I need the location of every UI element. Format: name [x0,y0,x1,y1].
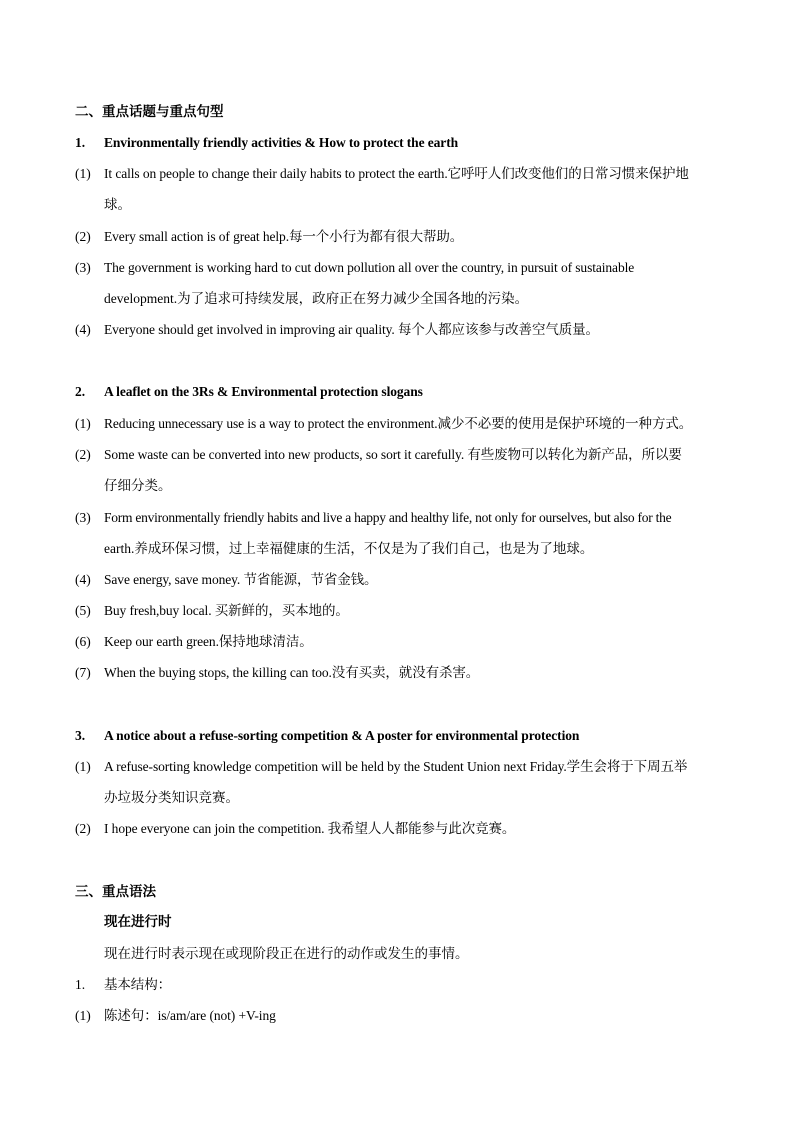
item-text: Buy fresh,buy local. 买新鲜的，买本地的。 [104,603,349,618]
item-text: Some waste can be converted into new products, so sort it carefully. 有些废物可以转化为新产品，所以要 [104,447,682,462]
item-number: (7) [75,665,91,680]
form-number: (1) [75,1008,91,1023]
item-text: I hope everyone can join the competition. 我希望人人都能参与此次竞赛。 [104,821,516,836]
section-heading: 三、重点语法 [75,884,156,899]
item-number: (2) [75,229,91,244]
item-number: (1) [75,416,91,431]
item-text: Keep our earth green.保持地球清洁。 [104,634,313,649]
topic-title: Environmentally friendly activities & How to protect the earth [104,135,458,150]
item-text-continued: 球。 [104,197,131,212]
item-text: Every small action is of great help.每一个小行为都有很大帮助。 [104,229,464,244]
item-text-continued: 办垃圾分类知识竞赛。 [104,790,239,805]
item-number: (1) [75,166,91,181]
item-number: (2) [75,447,91,462]
item-text: When the buying stops, the killing can too.没有买卖，就没有杀害。 [104,665,480,680]
structure-number: 1. [75,977,86,992]
item-text-continued: development.为了追求可持续发展，政府正在努力减少全国各地的污染。 [104,291,529,306]
topic-title: A leaflet on the 3Rs & Environmental protection slogans [104,384,423,399]
item-number: (2) [75,821,91,836]
topic-number: 2. [75,384,86,399]
form-text: 陈述句：is/am/are (not) +V-ing [104,1008,276,1023]
item-text-continued: 仔细分类。 [104,478,172,493]
topic-number: 3. [75,728,86,743]
item-number: (1) [75,759,91,774]
item-text: Reducing unnecessary use is a way to protect the environment.减少不必要的使用是保护环境的一种方式。 [104,416,693,431]
item-text: Everyone should get involved in improving air quality. 每个人都应该参与改善空气质量。 [104,322,599,337]
item-number: (4) [75,322,91,337]
item-text: A refuse-sorting knowledge competition will be held by the Student Union next Friday.学生会将于下周五举 [104,759,688,774]
topic-title: A notice about a refuse-sorting competition & A poster for environmental protection [104,728,580,743]
item-text-continued: earth.养成环保习惯，过上幸福健康的生活，不仅是为了我们自己，也是为了地球。 [104,541,594,556]
item-number: (5) [75,603,91,618]
item-text: It calls on people to change their daily habits to protect the earth.它呼吁人们改变他们的日常习惯来保护地 [104,166,689,181]
item-number: (3) [75,510,91,525]
structure-label: 基本结构： [104,977,171,992]
item-text: Save energy, save money. 节省能源，节省金钱。 [104,572,378,587]
topic-number: 1. [75,135,86,150]
item-number: (3) [75,260,91,275]
item-number: (4) [75,572,91,587]
item-number: (6) [75,634,91,649]
grammar-definition: 现在进行时表示现在或现阶段正在进行的动作或发生的事情。 [104,946,469,961]
item-text: The government is working hard to cut down pollution all over the country, in pursuit of sustainable [104,260,635,275]
item-text: Form environmentally friendly habits and live a happy and healthy life, not only for ourselves, but also for the [104,510,672,525]
grammar-subheading: 现在进行时 [104,914,172,929]
section-heading: 二、重点话题与重点句型 [75,104,224,119]
